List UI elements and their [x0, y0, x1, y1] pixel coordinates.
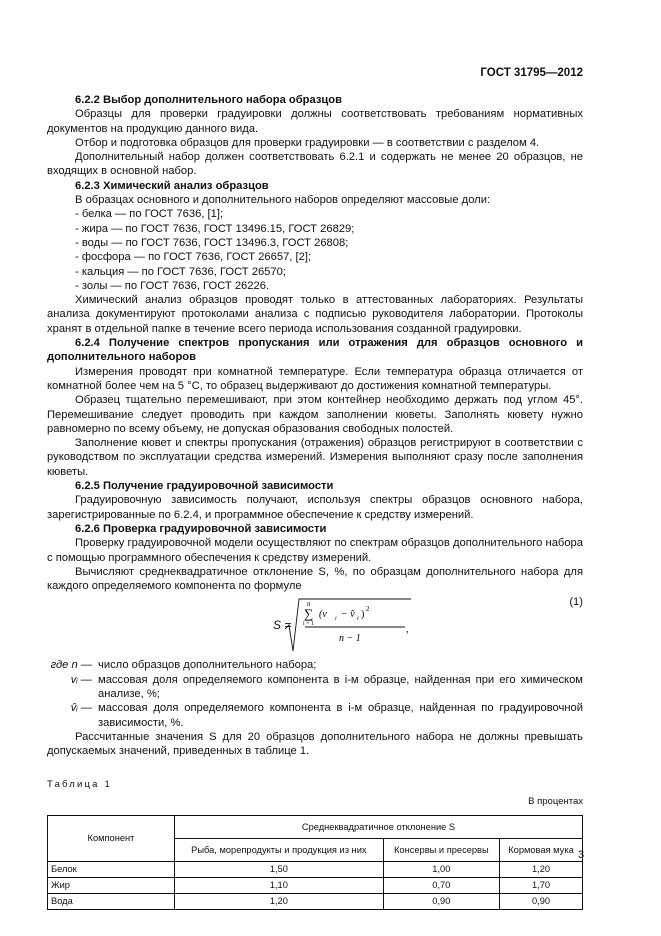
section-heading: 6.2.5 Получение градуировочной зависимости — [75, 480, 334, 493]
sum-lower-limit: i = 1 — [303, 621, 315, 628]
table-cell: Белок — [48, 862, 175, 878]
table-cell: 1,70 — [500, 878, 583, 894]
page-content — [47, 93, 583, 910]
column-header: Рыба, морепродукты и продукция из них — [175, 839, 384, 862]
where-row — [47, 673, 583, 702]
paragraph: Заполнение кювет и спектры пропускания (отражения) образцов регистрируют в соответствии с руководством по эксплуатации средства измерений. Измерения выполняют сразу после заполнения кюветы. — [47, 437, 583, 478]
table-cell: 1,20 — [175, 894, 384, 910]
table-cell: 1,10 — [175, 878, 384, 894]
formula-comma: , — [406, 624, 409, 636]
paragraph: Рассчитанные значения S для 20 образцов дополнительного набора не должны превышать допускаемых значений, приведенных в таблице 1. — [47, 730, 583, 758]
table-unit: В процентах — [528, 795, 583, 807]
denominator: n − 1 — [339, 633, 361, 645]
where-list — [47, 658, 583, 729]
paragraph: Вычисляют среднеквадратичное отклонение S, %, по образцам дополнительного набора для каждого определяемого компонента по формуле — [47, 565, 583, 593]
paragraph: Отбор и подготовка образцов для проверки градуировки — в соответствии с разделом 4. — [75, 136, 540, 149]
formula-lhs: S = — [273, 618, 292, 633]
paragraph: Образцы для проверки градуировки должны соответствовать требованиям нормативных документов на продукцию данного вида. — [47, 108, 583, 135]
where-text: число образцов дополнительного набора; — [98, 659, 317, 672]
table-row — [48, 878, 583, 894]
table-cell: 0,70 — [383, 878, 499, 894]
paragraph: Измерения проводят при комнатной температуре. Если температура образца отличается от комнатной более чем на 5 °С, то образец выдерживают до достижения комнатной температуры. — [47, 365, 583, 392]
where-row — [47, 701, 583, 730]
where-text: массовая доля определяемого компонента в i-м образце, найденная по градуировочной зависимости, %. — [98, 702, 583, 729]
list-item: - золы — по ГОСТ 7636, ГОСТ 26226. — [75, 279, 270, 292]
document-header: ГОСТ 31795—2012 — [480, 67, 583, 79]
section-heading: 6.2.3 Химический анализ образцов — [75, 179, 269, 192]
list-item: - жира — по ГОСТ 7636, ГОСТ 13496.15, ГОСТ 26829; — [75, 222, 355, 235]
table-cell: 0,90 — [383, 894, 499, 910]
column-header: Консервы и пресервы — [383, 839, 499, 862]
term-vhat: − v̂ — [341, 609, 355, 621]
sum-sign: ∑ — [304, 606, 314, 622]
table-cell: Вода — [48, 894, 175, 910]
list-item: - белка — по ГОСТ 7636, [1]; — [75, 208, 224, 221]
where-symbol: v̂ᵢ — — [70, 702, 92, 715]
table-row — [48, 894, 583, 910]
column-header: Кормовая мука — [500, 839, 583, 862]
table-cell: 0,90 — [500, 894, 583, 910]
formula-1 — [47, 595, 583, 655]
sub-i: i — [357, 616, 359, 623]
paragraph: В образцах основного и дополнительного наборов определяют массовые доли: — [75, 194, 491, 207]
table-cell: Жир — [48, 878, 175, 894]
where-symbol: где n — — [50, 659, 92, 672]
paragraph: Проверку градуировочной модели осуществляют по спектрам образцов дополнительного набора с помощью программного обеспечения к средству измерений. — [47, 537, 583, 564]
section-heading: 6.2.6 Проверка градуировочной зависимости — [75, 522, 327, 535]
sum-upper-limit: n — [307, 600, 311, 609]
where-text: массовая доля определяемого компонента в i-м образце, найденная при его химическом анализе, %; — [98, 673, 583, 700]
page-number: 3 — [578, 849, 585, 861]
paragraph: Образец тщательно перемешивают, при этом контейнер необходимо держать под углом 45°. Перемешивание следует проводить при каждом заполнении кюветы. Заполнять кювету нужно равномерно по всему объему, не допуская образования свободных полостей. — [47, 394, 583, 435]
table-cell: 1,20 — [500, 862, 583, 878]
table-1 — [47, 815, 583, 910]
table-caption: Таблица 1 — [47, 779, 112, 791]
close-paren: ) — [361, 609, 365, 621]
where-row — [47, 658, 583, 672]
section-heading: 6.2.4 Получение спектров пропускания или отражения для образцов основного и дополнительного наборов — [47, 337, 583, 364]
sub-i: i — [335, 616, 337, 623]
table-cell: 1,50 — [175, 862, 384, 878]
formula-number: (1) — [569, 596, 583, 609]
table-row — [48, 862, 583, 878]
paragraph: Дополнительный набор должен соответствовать 6.2.1 и содержать не менее 20 образцов, не входящих в основной набор. — [47, 151, 583, 178]
list-item: - воды — по ГОСТ 7636, ГОСТ 13496.3, ГОСТ 26808; — [75, 236, 349, 249]
list-item: - фосфора — по ГОСТ 7636, ГОСТ 26657, [2]; — [75, 251, 312, 264]
column-header: Компонент — [48, 816, 175, 862]
list-item: - кальция — по ГОСТ 7636, ГОСТ 26570; — [75, 265, 286, 278]
where-symbol: vᵢ — — [70, 673, 92, 686]
table-cell: 1,00 — [383, 862, 499, 878]
formula-root — [283, 595, 413, 655]
paragraph: Химический анализ образцов проводят только в аттестованных лабораториях. Результаты анализа документируют протоколами анализа с подписью руководителя лаборатории. Протоколы хранят в отдельной папке в течение всего периода использования созданной градуировки. — [47, 294, 583, 335]
term-v: (v — [319, 609, 327, 621]
paragraph: Градуировочную зависимость получают, используя спектры образцов основного набора, зарегистрированные по 6.2.4, и программное обеспечение к средству измерений. — [47, 494, 583, 521]
column-group-header: Среднеквадратичное отклонение S — [175, 816, 583, 839]
power-2: 2 — [366, 605, 370, 614]
section-heading: 6.2.2 Выбор дополнительного набора образцов — [75, 94, 343, 106]
